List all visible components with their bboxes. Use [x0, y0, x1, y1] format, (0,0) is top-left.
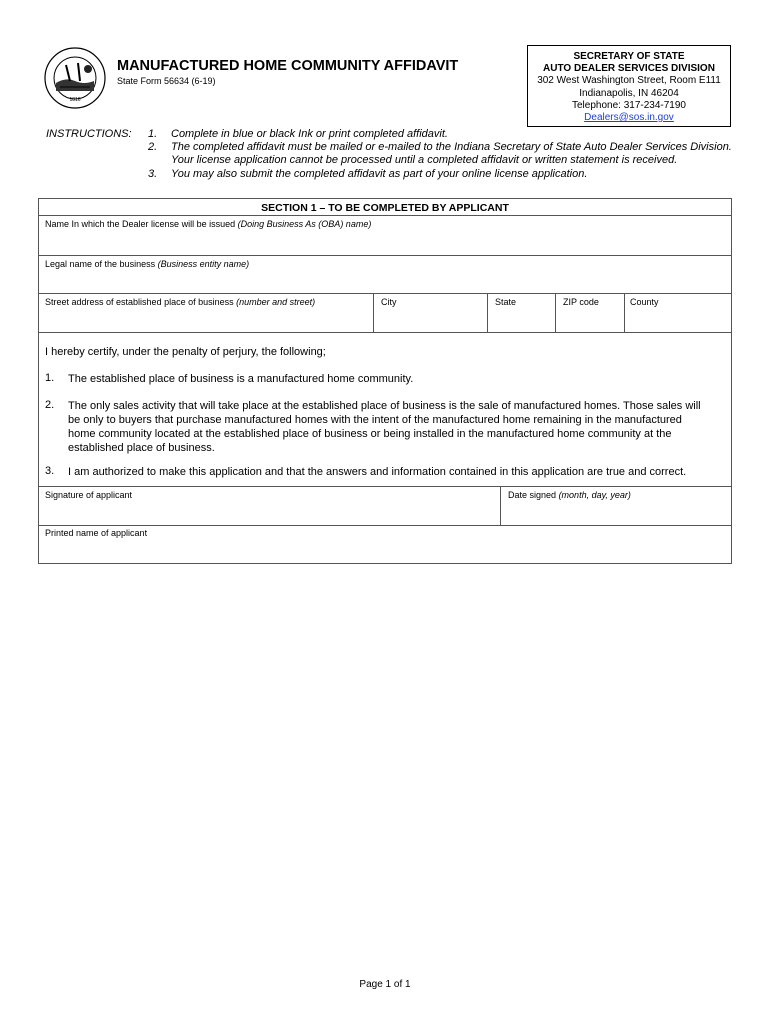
signature-label: Signature of applicant [45, 490, 133, 500]
divider [487, 293, 488, 332]
divider [39, 293, 731, 294]
legal-name-label: Legal name of the business (Business entity name) [45, 259, 250, 269]
item-number: 2. [45, 399, 55, 411]
dba-name-label: Name In which the Dealer license will be issued (Doing Business As (OBA) name) [45, 219, 372, 229]
county-field[interactable] [629, 311, 729, 331]
printed-name-label: Printed name of applicant [45, 528, 148, 538]
page-number: Page 1 of 1 [359, 979, 411, 990]
divider [500, 486, 501, 525]
date-signed-label: Date signed (month, day, year) [508, 490, 631, 500]
zip-field[interactable] [561, 311, 625, 331]
certify-item-2-line: home community located at the established place of business or being installed in the manufactured home community at the [68, 428, 672, 440]
city-label: City [381, 297, 397, 307]
divider [555, 293, 556, 332]
section-1-form [38, 198, 732, 564]
street-address-label: Street address of established place of business (number and street) [45, 297, 316, 307]
divider [39, 486, 731, 487]
instruction-text: Complete in blue or black Ink or print completed affidavit. [171, 128, 448, 140]
date-signed-field[interactable] [507, 503, 729, 523]
divider [39, 332, 731, 333]
certify-item-3: I am authorized to make this application and that the answers and information contained in this application are true and correct. [68, 466, 687, 478]
certify-item-2-line: established place of business. [68, 442, 215, 454]
state-label: State [495, 297, 517, 307]
agency-phone: Telephone: 317-234-7190 [572, 99, 686, 111]
section-title: SECTION 1 – TO BE COMPLETED BY APPLICANT [261, 202, 509, 214]
instruction-number: 2. [148, 141, 158, 153]
divider [39, 255, 731, 256]
county-label: County [630, 297, 659, 307]
certify-item-1: The established place of business is a manufactured home community. [68, 373, 414, 385]
instruction-text: Your license application cannot be processed until a completed affidavit or written statement is received. [171, 154, 678, 166]
certify-item-2-line: The only sales activity that will take place at the established place of business is the sale of manufactured homes. Those sales will [68, 400, 701, 412]
printed-name-field[interactable] [45, 541, 729, 561]
agency-name: SECRETARY OF STATE [573, 51, 685, 62]
divider [39, 215, 731, 216]
signature-field[interactable] [45, 503, 499, 523]
instruction-number: 1. [148, 128, 158, 140]
divider [39, 525, 731, 526]
certify-item-2-line: be only to buyers that purchase manufactured homes with the intent of the manufactured home remaining in the manufactured [68, 414, 682, 426]
divider [373, 293, 374, 332]
item-number: 1. [45, 372, 55, 384]
state-field[interactable] [493, 311, 555, 331]
street-address-field[interactable] [45, 311, 369, 331]
agency-address-2: Indianapolis, IN 46204 [579, 87, 679, 99]
certify-statement: I hereby certify, under the penalty of perjury, the following; [45, 346, 326, 358]
svg-text:1816: 1816 [69, 97, 81, 103]
instruction-text: The completed affidavit must be mailed or e-mailed to the Indiana Secretary of State Auto Dealer Services Division. [171, 141, 732, 153]
dba-name-field[interactable] [45, 233, 729, 253]
agency-email-link[interactable]: Dealers@sos.in.gov [584, 112, 674, 124]
agency-address-1: 302 West Washington Street, Room E111 [537, 75, 721, 87]
instruction-text: You may also submit the completed affidavit as part of your online license application. [171, 168, 588, 180]
agency-division: AUTO DEALER SERVICES DIVISION [543, 63, 715, 75]
item-number: 3. [45, 465, 55, 477]
zip-label: ZIP code [563, 297, 599, 307]
city-field[interactable] [379, 311, 487, 331]
state-seal-icon [44, 47, 106, 109]
instructions-label: INSTRUCTIONS: [46, 128, 132, 140]
legal-name-field[interactable] [45, 271, 729, 291]
form-number: State Form 56634 (6-19) [117, 76, 216, 86]
agency-box [527, 45, 731, 127]
divider [624, 293, 625, 332]
instruction-number: 3. [148, 168, 158, 180]
form-title: MANUFACTURED HOME COMMUNITY AFFIDAVIT [117, 58, 459, 74]
